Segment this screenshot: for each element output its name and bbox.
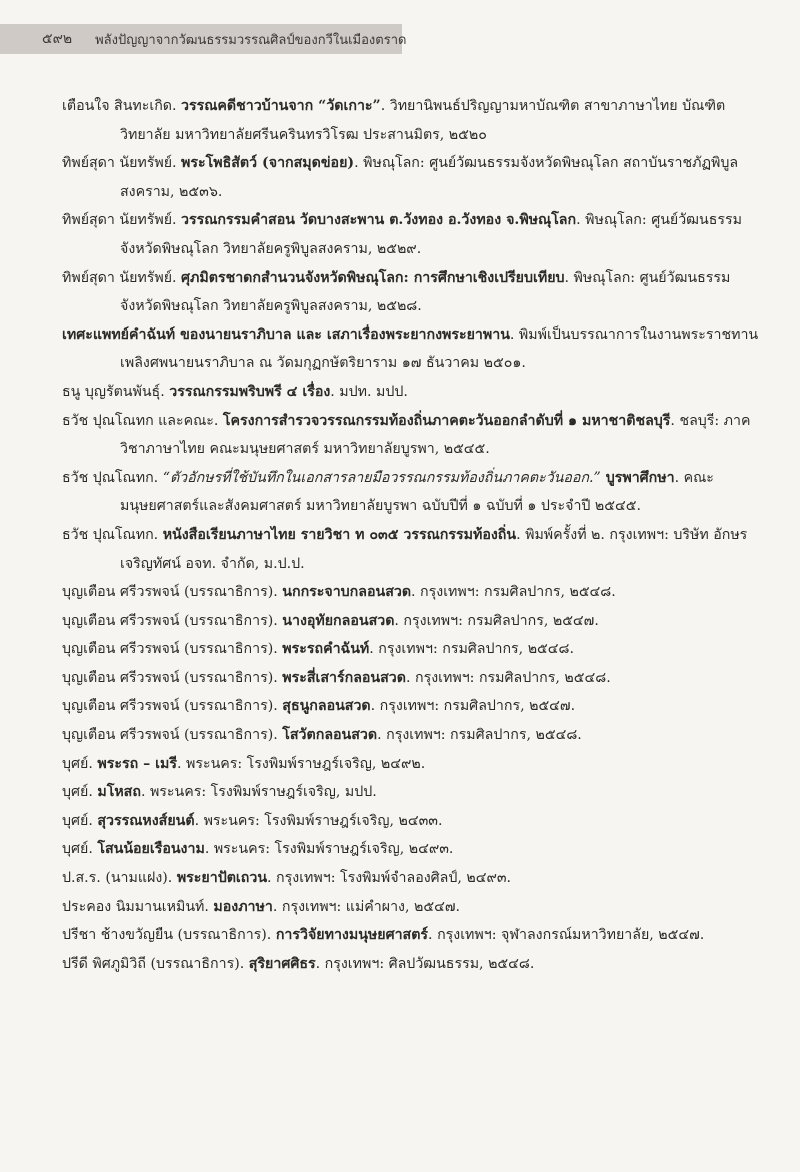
reference-title: พระยาปัตเถวน — [176, 870, 268, 887]
reference-entry — [62, 950, 768, 979]
reference-entry — [62, 921, 768, 950]
reference-author: ธวัช ปุณโณทก และคณะ. — [62, 412, 223, 429]
reference-author: บุญเตือน ศรีวรพจน์ (บรรณาธิการ). — [62, 612, 283, 629]
reference-entry — [62, 864, 768, 893]
reference-title: วรรณกรรมพริบพรี ๔ เรื่อง — [169, 383, 331, 400]
reference-entry — [62, 521, 768, 578]
reference-entry — [62, 206, 768, 263]
reference-entry — [62, 721, 768, 750]
reference-title: วรรณกรรมคำสอน วัดบางสะพาน ต.วังทอง อ.วังทอง จ.พิษณุโลก — [181, 212, 577, 229]
reference-entry — [62, 778, 768, 807]
reference-publication: . กรุงเทพฯ: แม่คำผาง, ๒๕๔๗. — [272, 898, 460, 915]
reference-publication: . พระนคร: โรงพิมพ์ราษฎร์เจริญ, มปป. — [140, 784, 377, 801]
reference-entry — [62, 264, 768, 321]
reference-publication: . คณะมนุษยศาสตร์และสังคมศาสตร์ มหาวิทยาลัยบูรพา ฉบับปีที่ ๑ ฉบับที่ ๑ ประจำปี ๒๕๔๕. — [120, 469, 714, 515]
reference-title: พระรถ – เมรี — [97, 755, 177, 772]
reference-author: ทิพย์สุดา นัยทรัพย์. — [62, 155, 182, 172]
reference-entry — [62, 692, 768, 721]
reference-author: ประคอง นิมมานเหมินท์. — [62, 898, 214, 915]
reference-publication: . กรุงเทพฯ: กรมศิลปากร, ๒๕๔๗. — [394, 612, 599, 629]
reference-title: โสนน้อยเรือนงาม — [97, 841, 205, 858]
reference-publication: . วิทยานิพนธ์ปริญญามหาบัณฑิต สาขาภาษาไทย บัณฑิตวิทยาลัย มหาวิทยาลัยศรีนครินทรวิโรฒ ประสานมิตร, ๒๕๒๐ — [120, 98, 726, 143]
reference-entry — [62, 750, 768, 779]
reference-entry — [62, 664, 768, 693]
reference-entry — [62, 464, 768, 521]
page-number: ๕๙๒ — [42, 31, 73, 47]
reference-publication: . พิษณุโลก: ศูนย์วัฒนธรรมจังหวัดพิษณุโลก สถาบันราชภัฏพิบูลสงคราม, ๒๕๓๖. — [120, 155, 739, 200]
reference-entry — [62, 807, 768, 836]
reference-publication: . กรุงเทพฯ: กรมศิลปากร, ๒๕๔๘. — [411, 584, 616, 601]
reference-publication: . ชลบุรี: ภาควิชาภาษาไทย คณะมนุษยศาสตร์ มหาวิทยาลัยบูรพา, ๒๕๔๕. — [120, 412, 751, 458]
reference-publication: . กรุงเทพฯ: โรงพิมพ์จำลองศิลป์, ๒๔๙๓. — [267, 870, 512, 887]
reference-entry — [62, 607, 768, 636]
reference-entry — [62, 893, 768, 922]
reference-publication: . กรุงเทพฯ: จุฬาลงกรณ์มหาวิทยาลัย, ๒๕๔๗. — [428, 927, 705, 944]
reference-author: ทิพย์สุดา นัยทรัพย์. — [62, 212, 182, 229]
reference-author: เตือนใจ สินทะเกิด. — [62, 98, 182, 114]
reference-title: “ตัวอักษรที่ใช้บันทึกในเอกสารลายมือวรรณกรรมท้องถิ่นภาคตะวันออก.” — [162, 469, 601, 486]
reference-author: ธวัช ปุณโณทก. — [62, 469, 163, 486]
reference-author: ป.ส.ร. (นามแฝง). — [62, 870, 177, 887]
reference-author: ปรีชา ช้างขวัญยืน (บรรณาธิการ). — [62, 927, 276, 944]
reference-author: บุญเตือน ศรีวรพจน์ (บรรณาธิการ). — [62, 727, 283, 744]
reference-author: ธนู บุญรัตนพันธุ์. — [62, 383, 170, 400]
reference-title: พระสี่เสาร์กลอนสวด — [282, 669, 406, 686]
reference-publication: . มปท. มปป. — [330, 383, 408, 400]
reference-publication: . กรุงเทพฯ: กรมศิลปากร, ๒๕๔๘. — [369, 641, 574, 658]
reference-title: สุวรรณหงส์ยนต์ — [97, 812, 195, 829]
reference-author: บุญเตือน ศรีวรพจน์ (บรรณาธิการ). — [62, 641, 283, 658]
reference-title: ศุภมิตรชาดกสำนวนจังหวัดพิษณุโลก: การศึกษาเชิงเปรียบเทียบ — [181, 269, 565, 286]
reference-publication: . พิษณุโลก: ศูนย์วัฒนธรรมจังหวัดพิษณุโลก วิทยาลัยครูพิบูลสงคราม, ๒๕๒๘. — [120, 269, 731, 315]
reference-entry — [62, 578, 768, 607]
reference-publication: . กรุงเทพฯ: กรมศิลปากร, ๒๕๔๘. — [377, 727, 582, 744]
reference-author: บุศย์. — [62, 812, 98, 829]
reference-title: นกกระจาบกลอนสวด — [282, 584, 412, 601]
reference-title: นางอุทัยกลอนสวด — [282, 612, 395, 629]
reference-entry — [62, 92, 768, 149]
reference-publication: . กรุงเทพฯ: กรมศิลปากร, ๒๕๔๘. — [405, 669, 611, 686]
reference-title: สุริยาศศิธร — [248, 955, 316, 972]
reference-title: มโหสถ — [97, 784, 141, 801]
reference-title: พระรถคำฉันท์ — [282, 641, 370, 658]
reference-entry — [62, 378, 768, 407]
reference-publication: . พระนคร: โรงพิมพ์ราษฎร์เจริญ, ๒๔๙๒. — [176, 755, 426, 772]
reference-entry — [62, 407, 768, 464]
reference-publication: . พระนคร: โรงพิมพ์ราษฎร์เจริญ, ๒๔๓๓. — [194, 812, 443, 829]
reference-entry — [62, 321, 768, 378]
reference-author: บุศย์. — [62, 784, 98, 801]
reference-entry — [62, 635, 768, 664]
reference-publication: . กรุงเทพฯ: ศิลปวัฒนธรรม, ๒๕๔๘. — [315, 955, 535, 972]
running-title: พลังปัญญาจากวัฒนธรรมวรรณศิลป์ของกวีในเมืองตราด — [95, 32, 407, 48]
reference-title: หนังสือเรียนภาษาไทย รายวิชา ท ๐๓๕ วรรณกรรมท้องถิ่น — [162, 526, 517, 543]
reference-author: บุศย์. — [62, 841, 98, 858]
reference-author: ธวัช ปุณโณทก. — [62, 526, 163, 543]
reference-title: สุธนูกลอนสวด — [282, 698, 371, 715]
reference-title: วรรณคดีชาวบ้านจาก “วัดเกาะ” — [181, 98, 381, 114]
reference-publication: . พิมพ์ครั้งที่ ๒. กรุงเทพฯ: บริษัท อักษรเจริญทัศน์ อจท. จำกัด, ม.ป.ป. — [120, 526, 748, 572]
reference-title: การวิจัยทางมนุษยศาสตร์ — [275, 927, 429, 944]
reference-author: บุญเตือน ศรีวรพจน์ (บรรณาธิการ). — [62, 669, 283, 686]
reference-title: เทศะแพทย์คำฉันท์ ของนายนราภิบาล และ เสภาเรื่องพระยากงพระยาพาน — [62, 326, 510, 343]
running-header — [0, 24, 407, 54]
reference-publication: . พิมพ์เป็นบรรณาการในงานพระราชทานเพลิงศพนายนราภิบาล ณ วัดมกุฏกษัตริยาราม ๑๗ ธันวาคม ๒๕๐๑. — [120, 326, 759, 372]
bibliography-list — [62, 92, 768, 978]
reference-title: โสวัตกลอนสวด — [282, 727, 378, 744]
reference-publication: . พิษณุโลก: ศูนย์วัฒนธรรมจังหวัดพิษณุโลก วิทยาลัยครูพิบูลสงคราม, ๒๕๒๙. — [120, 212, 742, 257]
reference-journal: บูรพาศึกษา — [600, 469, 675, 486]
reference-title: พระโพธิสัตว์ (จากสมุดข่อย) — [181, 155, 355, 172]
reference-publication: . กรุงเทพฯ: กรมศิลปากร, ๒๕๔๗. — [370, 698, 576, 715]
reference-author: ทิพย์สุดา นัยทรัพย์. — [62, 269, 182, 286]
reference-title: โครงการสำรวจวรรณกรรมท้องถิ่นภาคตะวันออกลำดับที่ ๑ มหาชาติชลบุรี — [222, 412, 671, 429]
reference-entry — [62, 149, 768, 206]
reference-author: บุญเตือน ศรีวรพจน์ (บรรณาธิการ). — [62, 584, 283, 601]
reference-author: บุศย์. — [62, 755, 98, 772]
reference-author: บุญเตือน ศรีวรพจน์ (บรรณาธิการ). — [62, 698, 283, 715]
reference-title: มองภาษา — [213, 898, 273, 915]
reference-publication: . พระนคร: โรงพิมพ์ราษฎร์เจริญ, ๒๔๙๓. — [204, 841, 454, 858]
reference-author: ปรีดี พิศภูมิวิถี (บรรณาธิการ). — [62, 955, 249, 972]
reference-entry — [62, 835, 768, 864]
